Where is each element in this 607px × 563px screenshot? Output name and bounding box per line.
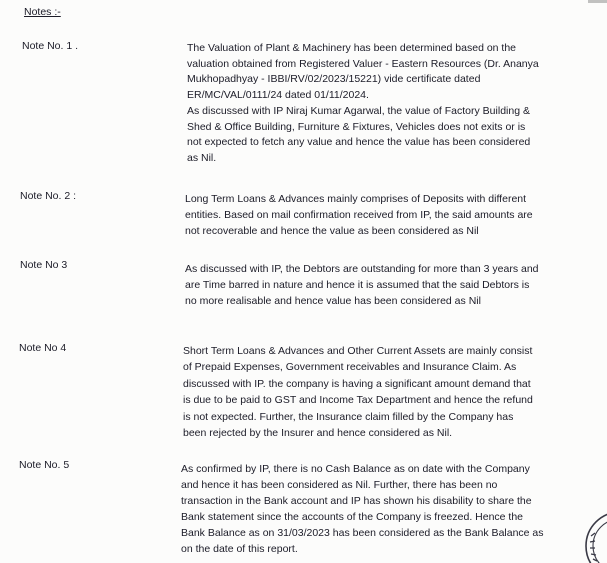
note-line: ER/MC/VAL/0111/24 dated 01/11/2024. — [187, 89, 369, 102]
note-line: been rejected by the Insurer and hence considered as Nil. — [183, 427, 453, 440]
note-line: are Time barred in nature and hence it is assumed that the said Debtors is — [185, 279, 530, 291]
note-line: Mukhopadhyay - IBBI/RV/02/2023/15221) vide certificate dated — [187, 73, 481, 86]
note-line: Bank statement since the accounts of the Company is freezed. Hence the — [181, 511, 524, 523]
note-line: is not expected. Further, the Insurance claim filled by the Company has — [183, 410, 514, 423]
note-3-text — [185, 261, 539, 309]
note-line: transaction in the Bank account and IP has shown his disability to share the — [181, 495, 532, 507]
note-line: As confirmed by IP, there is no Cash Balance as on date with the Company — [181, 463, 530, 475]
stamp-icon — [582, 500, 607, 563]
notes-heading: Notes :- — [24, 6, 61, 18]
note-line: valuation obtained from Registered Valuer - Eastern Resources (Dr. Ananya — [187, 57, 539, 70]
note-line: As discussed with IP, the Debtors are outstanding for more than 3 years and — [185, 263, 539, 275]
note-2-text — [185, 191, 533, 239]
note-line: on the date of this report. — [181, 543, 298, 555]
note-4-text — [183, 343, 533, 441]
note-3-label: Note No 3 — [20, 259, 68, 271]
note-line: not recoverable and hence the value as been considered as Nil — [185, 225, 479, 237]
scan-mark — [588, 0, 607, 3]
note-1-text — [187, 41, 539, 167]
note-line: The Valuation of Plant & Machinery has been determined based on the — [187, 42, 517, 54]
note-line: Long Term Loans & Advances mainly comprises of Deposits with different — [185, 193, 527, 205]
note-line: As discussed with IP Niraj Kumar Agarwal, the value of Factory Building & — [187, 104, 530, 117]
note-1-label: Note No. 1 . — [22, 40, 79, 52]
note-line: not expected to fetch any value and hence the value has been considered — [187, 136, 531, 149]
note-line: Bank Balance as on 31/03/2023 has been considered as the Bank Balance as — [181, 527, 544, 539]
note-line: no more realisable and hence value has been considered as Nil — [185, 295, 481, 307]
note-line: as Nil. — [187, 151, 217, 164]
note-line: Short Term Loans & Advances and Other Current Assets are mainly consist — [183, 345, 533, 357]
note-line: discussed with IP. the company is having a significant amount demand that — [183, 377, 531, 390]
note-2-label: Note No. 2 : — [20, 190, 77, 202]
note-line: Shed & Office Building, Furniture & Fixtures, Vehicles does not exits or is — [187, 120, 526, 133]
note-4-label: Note No 4 — [19, 342, 67, 354]
note-5-text — [181, 461, 544, 557]
note-line: and hence it has been considered as Nil. Further, there has been no — [181, 479, 498, 491]
note-line: of Prepaid Expenses, Government receivables and Insurance Claim. As — [183, 361, 517, 374]
note-line: entities. Based on mail confirmation received from IP, the said amounts are — [185, 209, 533, 221]
note-line: is due to be paid to GST and Income Tax Department and hence the refund — [183, 394, 533, 407]
note-5-label: Note No. 5 — [19, 459, 70, 471]
